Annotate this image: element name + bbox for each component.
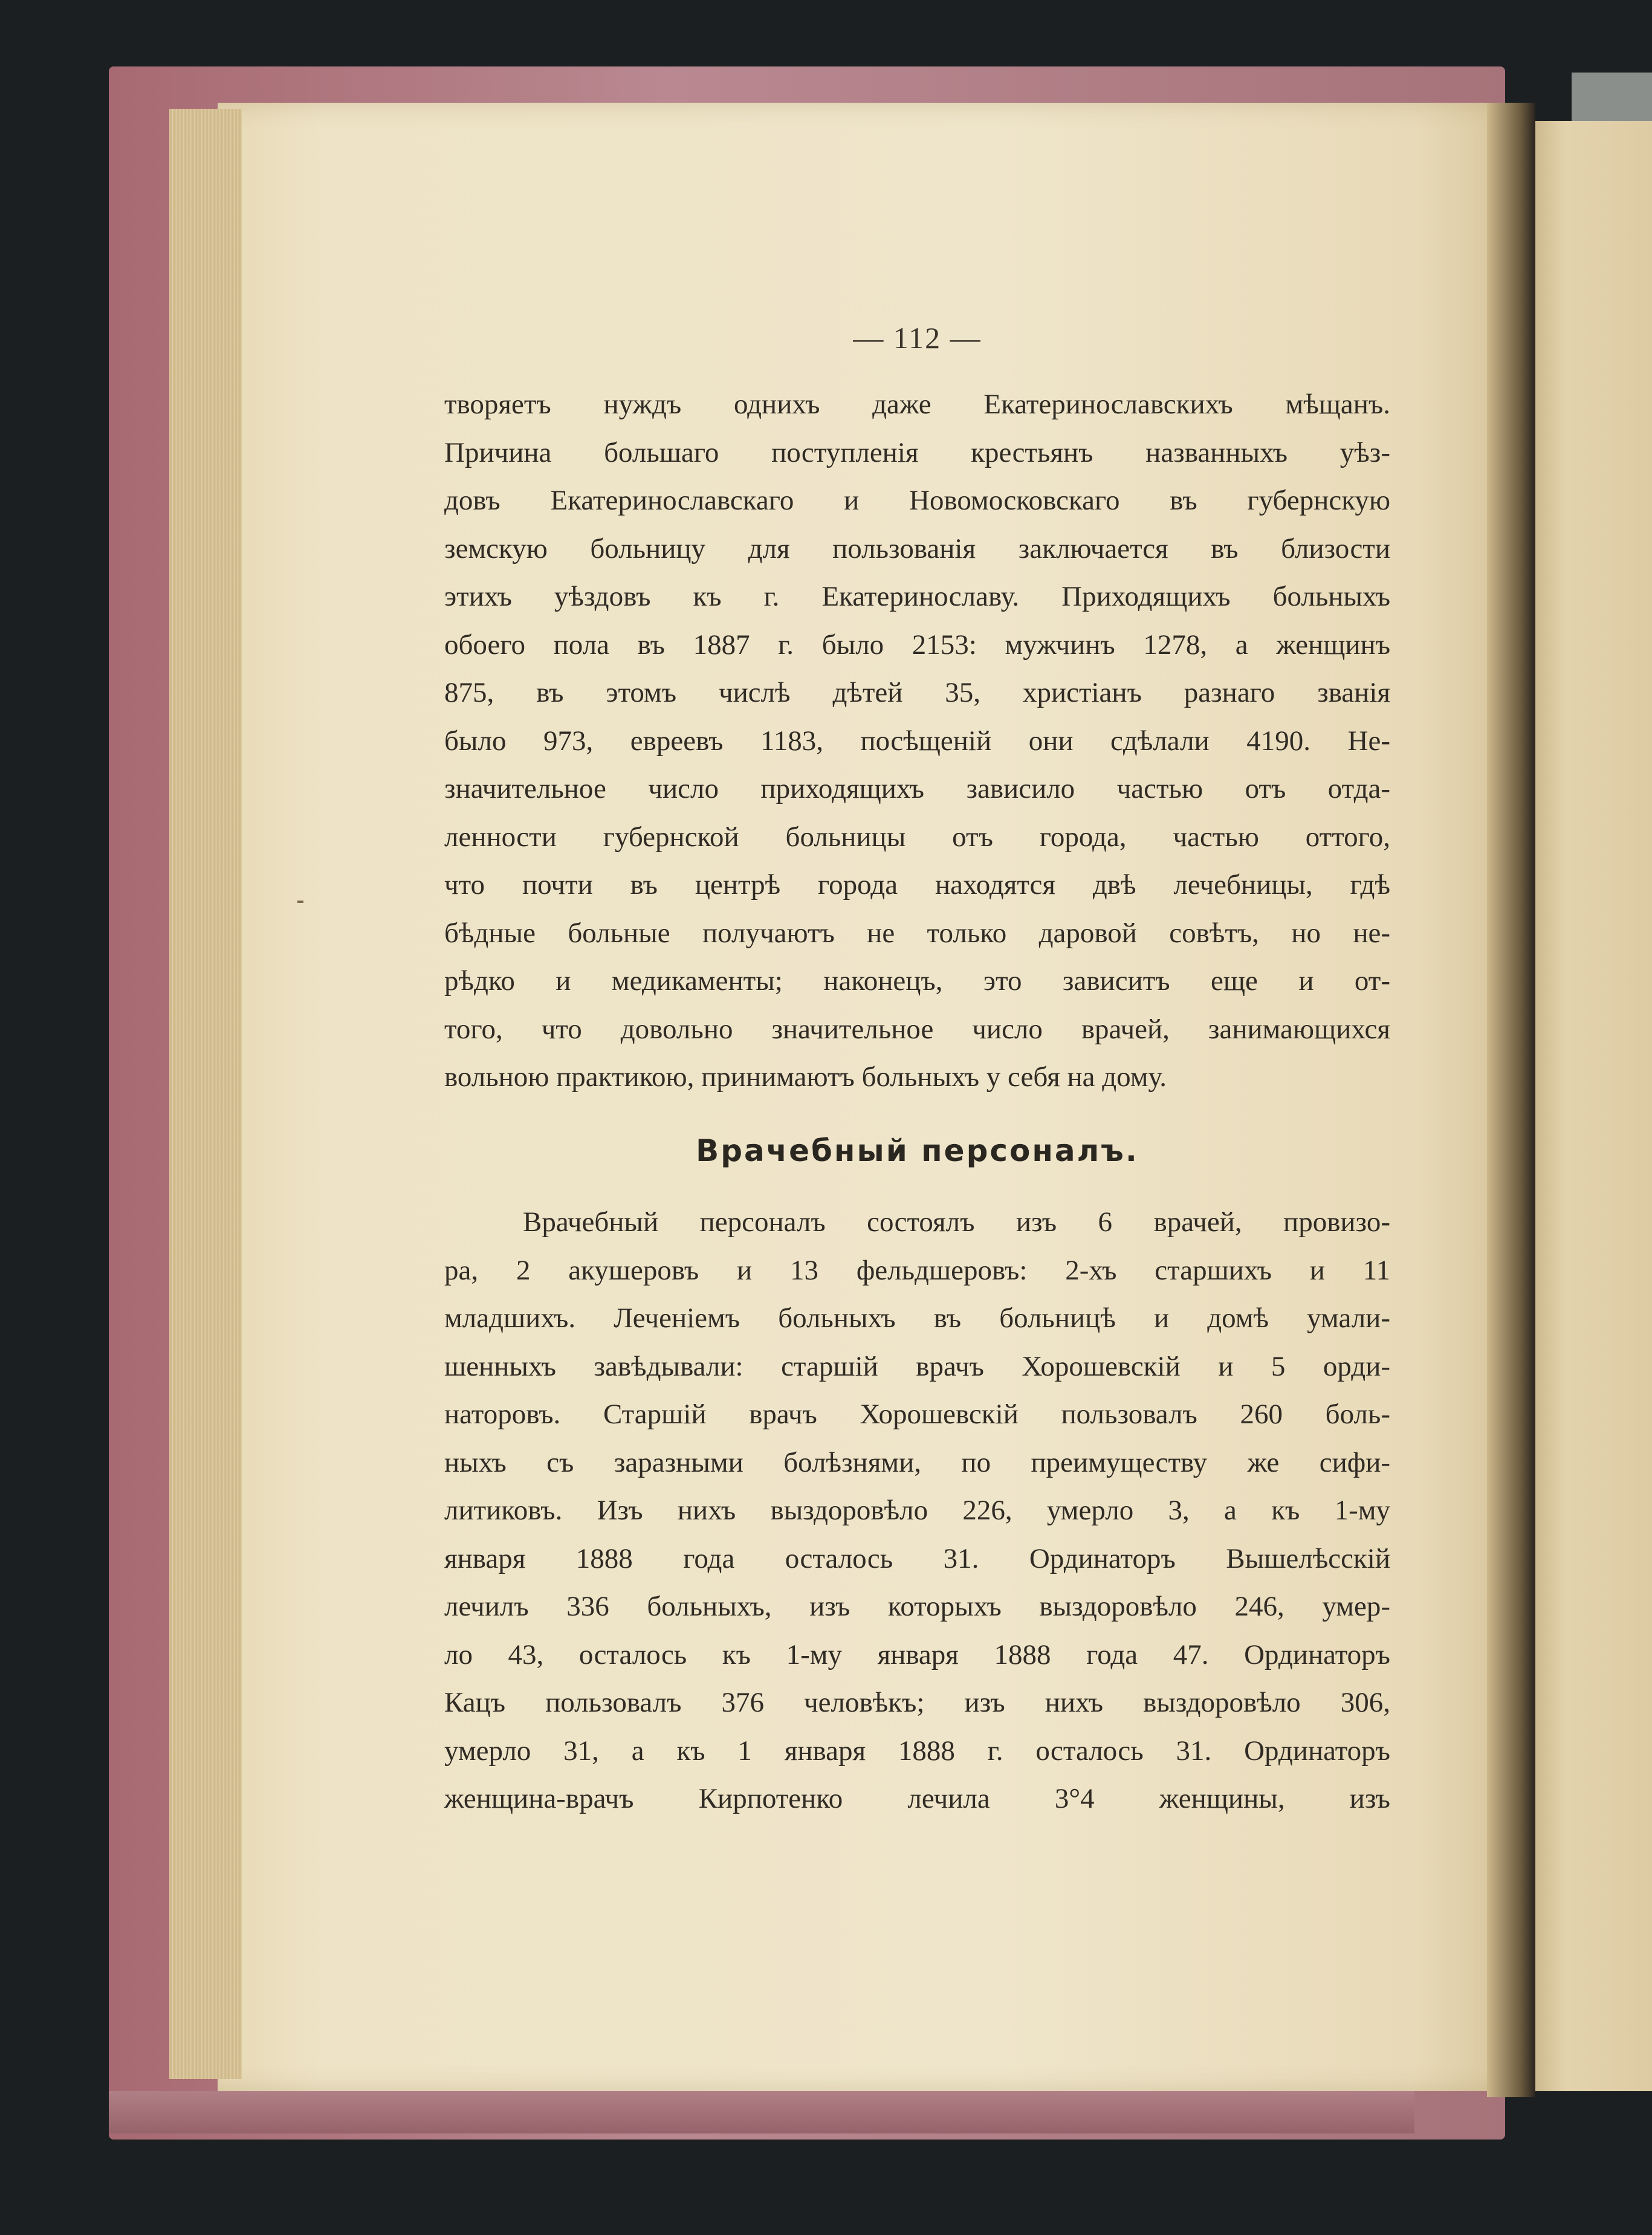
text-line: того, что довольно значительное число врачей, занимающихся	[444, 1013, 1390, 1045]
text-line: Причина большаго поступленія крестьянъ названныхъ уѣз-	[444, 436, 1390, 468]
text-line: женщина-врачъ Кирпотенко лечила 3°4 женщины, изъ	[444, 1783, 1390, 1814]
page-gutter	[1487, 103, 1535, 2097]
text-line: января 1888 года осталось 31. Ординаторъ Вышелѣсскій	[444, 1542, 1390, 1574]
page-number: — 112 —	[853, 321, 982, 355]
text-line: значительное число приходящихъ зависило частью отъ отда-	[444, 773, 1390, 804]
text-line: что почти въ центрѣ города находятся двѣ лечебницы, гдѣ	[444, 869, 1390, 901]
text-line: вольною практикою, принимаютъ больныхъ у себя на дому.	[444, 1061, 1167, 1093]
paragraph-2	[444, 1198, 1390, 1823]
text-line: наторовъ. Старшій врачъ Хорошевскій пользовалъ 260 боль-	[444, 1399, 1390, 1430]
text-line: рѣдко и медикаменты; наконецъ, это зависитъ еще и от-	[444, 965, 1390, 997]
text-line: творяетъ нуждъ однихъ даже Екатеринославскихъ мѣщанъ.	[444, 389, 1390, 420]
margin-mark	[297, 901, 303, 903]
text-line: литиковъ. Изъ нихъ выздоровѣло 226, умерло 3, а къ 1-му	[444, 1495, 1390, 1526]
page-block-edges	[169, 109, 242, 2079]
text-line: ра, 2 акушеровъ и 13 фельдшеровъ: 2-хъ старшихъ и 11	[444, 1254, 1390, 1286]
text-line: умерло 31, а къ 1 января 1888 г. осталось 31. Ординаторъ	[444, 1735, 1390, 1767]
text-line: ныхъ съ заразными болѣзнями, по преимуществу же сифи-	[444, 1446, 1390, 1478]
text-line: младшихъ. Леченіемъ больныхъ въ больницѣ и домѣ умали-	[444, 1302, 1390, 1334]
text-line: обоего пола въ 1887 г. было 2153: мужчинъ 1278, а женщинъ	[444, 629, 1390, 661]
text-line: довъ Екатеринославскаго и Новомосковскаго въ губернскую	[444, 485, 1390, 516]
text-line: Кацъ пользовалъ 376 человѣкъ; изъ нихъ выздоровѣло 306,	[444, 1687, 1390, 1718]
text-line: 875, въ этомъ числѣ дѣтей 35, христіанъ разнаго званія	[444, 677, 1390, 708]
text-line: было 973, евреевъ 1183, посѣщеній они сдѣлали 4190. Не-	[444, 725, 1390, 757]
text-line: лечилъ 336 больныхъ, изъ которыхъ выздоровѣло 246, умер-	[444, 1591, 1390, 1622]
section-heading: Врачебный персоналъ.	[696, 1133, 1139, 1168]
text-line: этихъ уѣздовъ къ г. Екатеринославу. Приходящихъ больныхъ	[444, 581, 1390, 612]
text-line: бѣдные больные получаютъ не только даровой совѣтъ, но не-	[444, 917, 1390, 949]
text-line: ло 43, осталось къ 1-му января 1888 года 47. Ординаторъ	[444, 1638, 1390, 1671]
next-page-edge	[1529, 121, 1652, 2091]
text-line: Врачебный персоналъ состоялъ изъ 6 врачей, провизо-	[523, 1206, 1390, 1238]
paragraph-1	[444, 381, 1390, 1102]
book-cover-bottom-edge	[109, 2091, 1414, 2133]
text-line: шенныхъ завѣдывали: старшій врачъ Хорошевскій и 5 орди-	[444, 1350, 1390, 1382]
text-line: земскую больницу для пользованія заключается въ близости	[444, 532, 1390, 564]
text-line: ленности губернской больницы отъ города, частью оттого,	[444, 821, 1390, 853]
